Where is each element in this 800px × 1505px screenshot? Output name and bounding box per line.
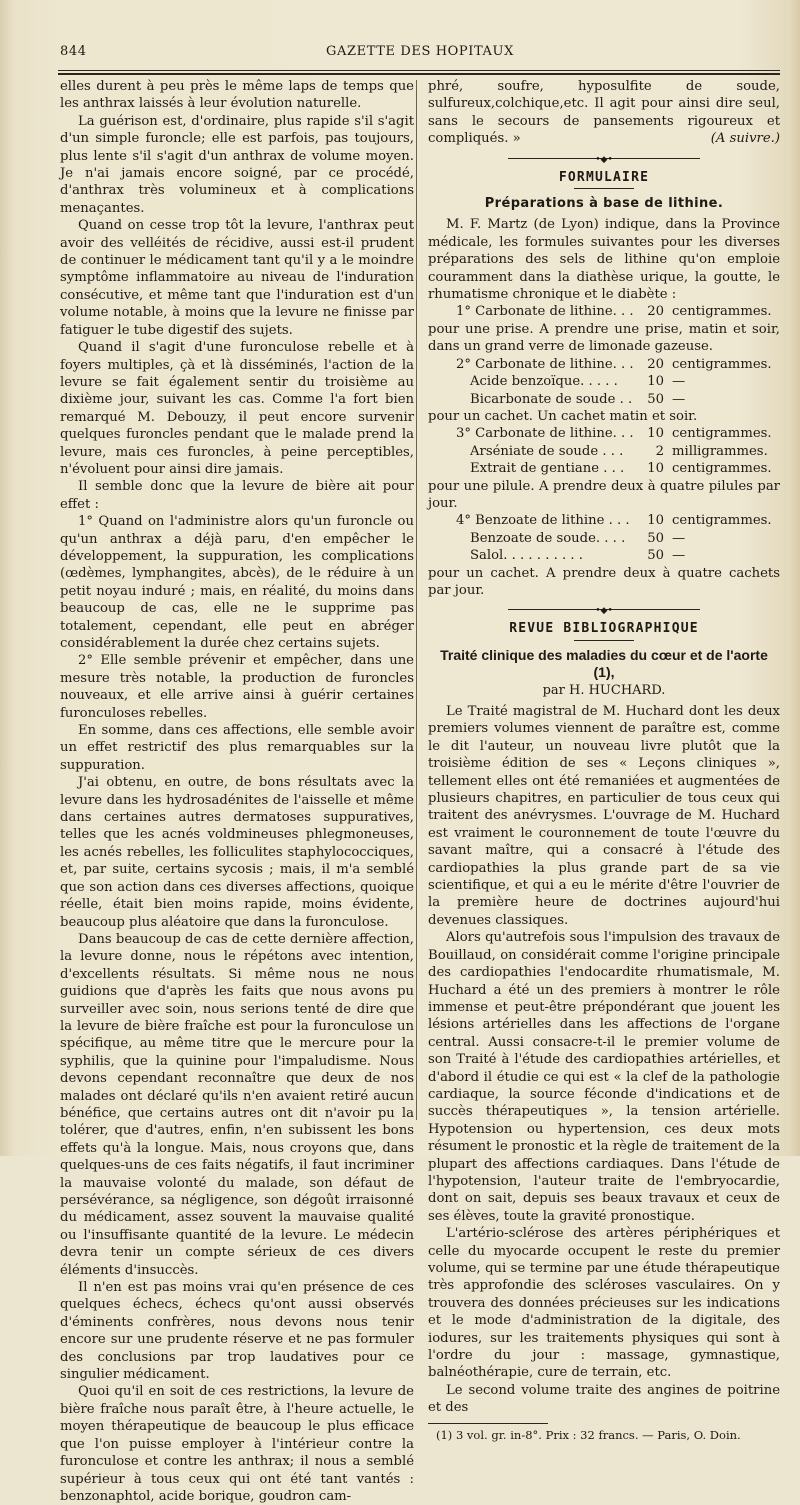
ornament-glyph: •◆•: [595, 154, 613, 165]
formulaire-intro: M. F. Martz (de Lyon) indique, dans la Province médicale, les formules suivantes pour les diverses préparations des sels de lithine qu'on emploie couramment dans la diathèse urique, la goutte, le rhumatisme chronique et le diabète :: [428, 217, 780, 303]
paragraph: 1° Quand on l'administre alors qu'un furoncle ou qu'un anthrax a déjà paru, d'en empêcher le développement, la suppuration, les complications (œdèmes, lymphangites, abcès), de le réduire à un petit noyau induré ; mais, en réalité, du moins dans beaucoup de cas, elle ne le supprime pas totalement, cependant, elle peut en abréger considérablement la durée chez certains sujets.: [60, 514, 414, 651]
paragraph: Alors qu'autrefois sous l'impulsion des travaux de Bouillaud, on considérait comme l'origine principale des cardiopathies l'endocardite rhumatismale, M. Huchard a été un des premiers à montrer le rôle immense et peut-être prépondérant que jouent les lésions artérielles dans les affections de l'organe central. Aussi consacre-t-il le premier volume de son Traité à l'étude des cardiopathies artérielles, et d'abord il étudie ce qui est « la clef de la pathologie cardiaque, la source féconde d'indications et de succès thérapeutiques », la tension artérielle. Hypotension ou hypertension, ces deux mots résument le pronostic et la règle de traitement de la plupart des affections cardiaques. Dans l'étude de l'hypotension, l'auteur traite de l'embryocardie, dont on sait, depuis ses beaux travaux et ceux de ses élèves, toute la gravité pronostique.: [428, 930, 780, 1224]
paragraph: elles durent à peu près le même laps de temps que les anthrax laissés à leur évolution naturelle.: [60, 79, 414, 112]
footnote-rule: [428, 1423, 548, 1424]
article-author: par H. HUCHARD.: [542, 682, 666, 698]
article-title: Traité clinique des maladies du cœur et de l'aorte (1),: [440, 646, 768, 681]
ingredient-name: Benzoate de soude. . . .: [470, 530, 626, 546]
ornament-divider: [428, 604, 780, 617]
formula-usage: pour une pilule. A prendre deux à quatre pilules par jour.: [428, 478, 780, 511]
paragraph: Quand on cesse trop tôt la levure, l'anthrax peut avoir des velléités de récidive, aussi est-il prudent de continuer le médicament tant qu'il y a le moindre symptôme inflammatoire au niveau de l'induration consécutive, et même tant que l'induration est d'un volume notable, à moins que la levure ne finisse par fatiguer le tube digestif des sujets.: [60, 218, 414, 338]
ingredient-name: 4° Benzoate de lithine . . .: [456, 513, 630, 529]
ingredient-name: Acide benzoïque. . . . .: [470, 374, 618, 390]
ingredient-name: 1° Carbonate de lithine. . .: [456, 304, 634, 320]
formula-ingredient: [428, 356, 780, 373]
ingredient-qty: 20: [647, 304, 664, 320]
ingredient-qty: 10: [647, 513, 664, 529]
ingredient-unit: centigrammes.: [672, 513, 772, 529]
ingredient-name: Extrait de gentiane . . .: [470, 461, 625, 477]
formula-ingredient: [428, 391, 780, 408]
formula-usage: pour un cachet. Un cachet matin et soir.: [428, 408, 698, 424]
formula-list: [428, 303, 780, 599]
continuation-text: phré, soufre, hyposulfite de soude, sulfureux,colchique,etc. Il agit pour ainsi dire seul, sans le secours de pansements rigoureux et compliqués. »: [428, 79, 780, 147]
formula-ingredient: [428, 373, 780, 390]
ingredient-unit: —: [672, 548, 686, 564]
ornament-divider: [428, 153, 780, 163]
paragraph: Quand il s'agit d'une furonculose rebelle et à foyers multiples, çà et là disséminés, l'action de la levure se fait également sentir du troisième au dixième jour, suivant les cas. Comme l'a fort bien remarqué M. Debouzy, il peut encore survenir quelques furoncles pendant que le malade prend la levure, mais ces furoncles, à peine perceptibles, n'évoluent pour ainsi dire jamais.: [60, 340, 414, 477]
ingredient-qty: 2: [655, 443, 664, 459]
page-header: [60, 44, 780, 64]
ornament-glyph: •◆•: [595, 606, 613, 617]
formula-usage: pour un cachet. A prendre deux à quatre cachets par jour.: [428, 565, 780, 598]
ingredient-name: Bicarbonate de soude . .: [470, 391, 633, 407]
formulaire-subtitle: Préparations à base de lithine.: [484, 196, 724, 212]
paragraph: Quoi qu'il en soit de ces restrictions, la levure de bière fraîche nous paraît être, à l'heure actuelle, le moyen thérapeutique de beaucoup le plus efficace que l'on puisse employer à l'intérieur contre la furonculose et contre les anthrax; il nous a semblé supérieur à tous ceux qui ont été tant vantés : benzonaphtol, acide borique, goudron cam-: [60, 1384, 414, 1504]
paragraph: J'ai obtenu, en outre, de bons résultats avec la levure dans les hydrosadénites de l'aisselle et même dans certaines autres dermatoses suppuratives, telles que les acnés voldmineuses phlegmoneuses, les acnés rebelles, les folliculites staphylococciques, et, par suite, certains sycosis ; mais, il m'a semblé que son action dans ces diverses affections, quoique réelle, était bien moins rapide, moins évidente, beaucoup plus aléatoire que dans la furonculose.: [60, 775, 414, 930]
formula-ingredient: [428, 303, 780, 320]
formula-ingredient: [428, 512, 780, 529]
paragraph: [428, 78, 780, 148]
section-title-formulaire: FORMULAIRE: [558, 169, 650, 185]
ingredient-name: 3° Carbonate de lithine. . .: [456, 426, 634, 442]
ingredient-qty: 20: [647, 356, 664, 372]
formula-usage: pour une prise. A prendre une prise, matin et soir, dans un grand verre de limonade gazeuse.: [428, 321, 780, 355]
section-title-revue: REVUE BIBLIOGRAPHIQUE: [509, 621, 699, 637]
formula-ingredient: [428, 443, 780, 460]
paragraph: En somme, dans ces affections, elle semble avoir un effet restrictif des plus remarquables sur la suppuration.: [60, 723, 414, 773]
column-divider: [416, 80, 417, 1120]
paragraph: La guérison est, d'ordinaire, plus rapide s'il s'agit d'un simple furoncle; elle est parfois, pas toujours, plus lente s'il s'agit d'un anthrax de volume moyen. Je n'ai jamais encore soigné, par ce procédé, d'anthrax très volumineux et à complications menaçantes.: [60, 113, 414, 216]
ingredient-unit: centigrammes.: [672, 356, 772, 372]
formula-ingredient: [428, 425, 780, 442]
paragraph: 2° Elle semble prévenir et empêcher, dans une mesure très notable, la production de furoncles nouveaux, et elle arrive ainsi à guérir certaines furonculoses rebelles.: [60, 653, 414, 721]
paragraph: Le Traité magistral de M. Huchard dont les deux premiers volumes viennent de paraître est, comme le dit l'auteur, un nouveau livre plutôt que la troisième édition de ses « Leçons cliniques », tellement elles ont été remaniées et augmentées de plusieurs chapitres, en particulier de tous ceux qui traitent des anévrysmes. L'ouvrage de M. Huchard est vraiment le couronnement de toute l'œuvre du savant maître, qui a consacré à l'étude des cardiopathies la plus grande part de sa vie scientifique, et qui a eu le mérite d'être l'ouvrier de la première heure de doctrines aujourd'hui devenues classiques.: [428, 704, 780, 928]
formula-ingredient: [428, 530, 780, 547]
ingredient-qty: 50: [647, 391, 664, 407]
ingredient-qty: 10: [647, 461, 664, 477]
ingredient-name: Salol. . . . . . . . . .: [470, 548, 583, 564]
ingredient-qty: 10: [647, 374, 664, 390]
journal-title: GAZETTE DES HOPITAUX: [326, 44, 514, 59]
title-rule: [574, 188, 634, 189]
page-number: 844: [60, 44, 87, 59]
title-rule: [574, 640, 634, 641]
ingredient-unit: centigrammes.: [672, 426, 772, 442]
ingredient-qty: 50: [647, 548, 664, 564]
paragraph: L'artério-sclérose des artères périphériques et celle du myocarde occupent le reste du premier volume, qui se termine par une étude thérapeutique très approfondie des scléroses vasculaires. On y trouvera des données précieuses sur les indications et le mode d'administration de la digitale, des iodures, sur les traitements physiques qui sont à l'ordre du jour : massage, gymnastique, balnéothérapie, cure de terrain, etc.: [428, 1226, 780, 1381]
ingredient-unit: centigrammes.: [672, 304, 772, 320]
paragraph: Il n'en est pas moins vrai qu'en présence de ces quelques échecs, échecs qu'ont aussi observés d'éminents confrères, nous devons nous tenir encore sur une prudente réserve et ne pas formuler des conclusions par trop laudatives pour ce singulier médicament.: [60, 1280, 414, 1383]
ingredient-unit: milligrammes.: [672, 443, 768, 459]
header-rule: [58, 70, 780, 75]
ingredient-qty: 10: [647, 426, 664, 442]
left-column: [60, 78, 414, 1504]
ingredient-qty: 50: [647, 530, 664, 546]
ingredient-name: Arséniate de soude . . .: [470, 443, 624, 459]
ingredient-unit: —: [672, 391, 686, 407]
formula-ingredient: [428, 460, 780, 477]
ingredient-unit: centigrammes.: [672, 461, 772, 477]
ingredient-unit: —: [672, 530, 686, 546]
paragraph: Dans beaucoup de cas de cette dernière affection, la levure donne, nous le répétons avec intention, d'excellents résultats. Si même nous ne nous guidions que d'après les faits que nous avons pu surveiller avec soin, nous serions tenté de dire que la levure de bière fraîche est pour la furonculose un spécifique, au même titre que le mercure pour la syphilis, que la quinine pour l'impaludisme. Nous devons cependant reconnaître que deux de nos malades ont déclaré qu'ils n'en avaient retiré aucun bénéfice, que certains autres ont dit n'avoir pu la tolérer, que d'autres, enfin, n'en subissent les bons effets qu'à la longue. Mais, nous croyons que, dans quelques-uns de ces faits négatifs, il faut incriminer la mauvaise volonté du malade, son défaut de persévérance, sa négligence, son dégoût irraisonné du médicament, assez souvent la mauvaise qualité ou l'insuffisante quantité de la levure. Le médecin devra tenir un compte sérieux de ces divers éléments d'insuccès.: [60, 931, 414, 1278]
footnote: (1) 3 vol. gr. in-8°. Prix : 32 francs. — Paris, O. Doin.: [436, 1427, 741, 1442]
to-be-continued: (A suivre.): [710, 131, 780, 147]
right-column: [428, 78, 780, 1442]
ingredient-name: 2° Carbonate de lithine. . .: [456, 356, 634, 372]
paragraph: Il semble donc que la levure de bière ait pour effet :: [60, 479, 414, 512]
formula-ingredient: [428, 547, 780, 564]
paragraph: Le second volume traite des angines de poitrine et des: [428, 1382, 780, 1416]
ingredient-unit: —: [672, 374, 686, 390]
